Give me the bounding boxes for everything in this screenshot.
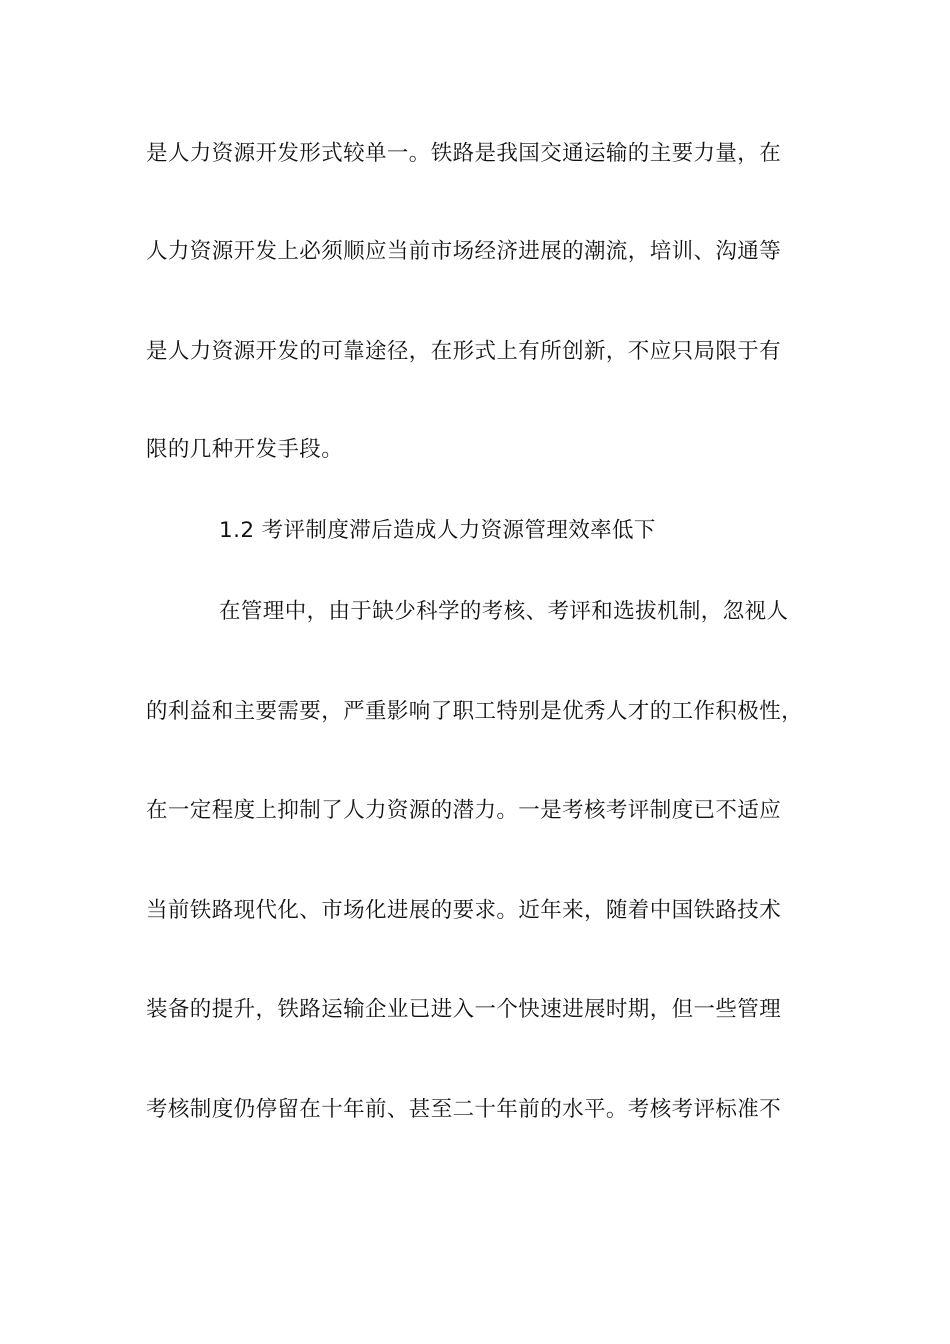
paragraph-line: 在一定程度上抑制了人力资源的潜力。一是考核考评制度已不适应	[146, 798, 782, 823]
paragraph-line: 在管理中，由于缺少科学的考核、考评和选拔机制，忽视人	[219, 599, 789, 624]
paragraph-line: 人力资源开发上必须顺应当前市场经济进展的潮流，培训、沟通等	[146, 239, 782, 264]
paragraph-line: 考核制度仍停留在十年前、甚至二十年前的水平。考核考评标准不	[146, 1097, 782, 1122]
section-heading: 1.2 考评制度滞后造成人力资源管理效率低下	[219, 518, 656, 543]
paragraph-line: 限的几种开发手段。	[146, 437, 344, 462]
paragraph-line: 的利益和主要需要，严重影响了职工特别是优秀人才的工作积极性，	[146, 699, 804, 724]
paragraph-line: 装备的提升，铁路运输企业已进入一个快速进展时期，但一些管理	[146, 997, 782, 1022]
paragraph-line: 是人力资源开发的可靠途径，在形式上有所创新，不应只局限于有	[146, 339, 782, 364]
paragraph-line: 当前铁路现代化、市场化进展的要求。近年来，随着中国铁路技术	[146, 898, 782, 923]
paragraph-line: 是人力资源开发形式较单一。铁路是我国交通运输的主要力量，在	[146, 141, 782, 166]
